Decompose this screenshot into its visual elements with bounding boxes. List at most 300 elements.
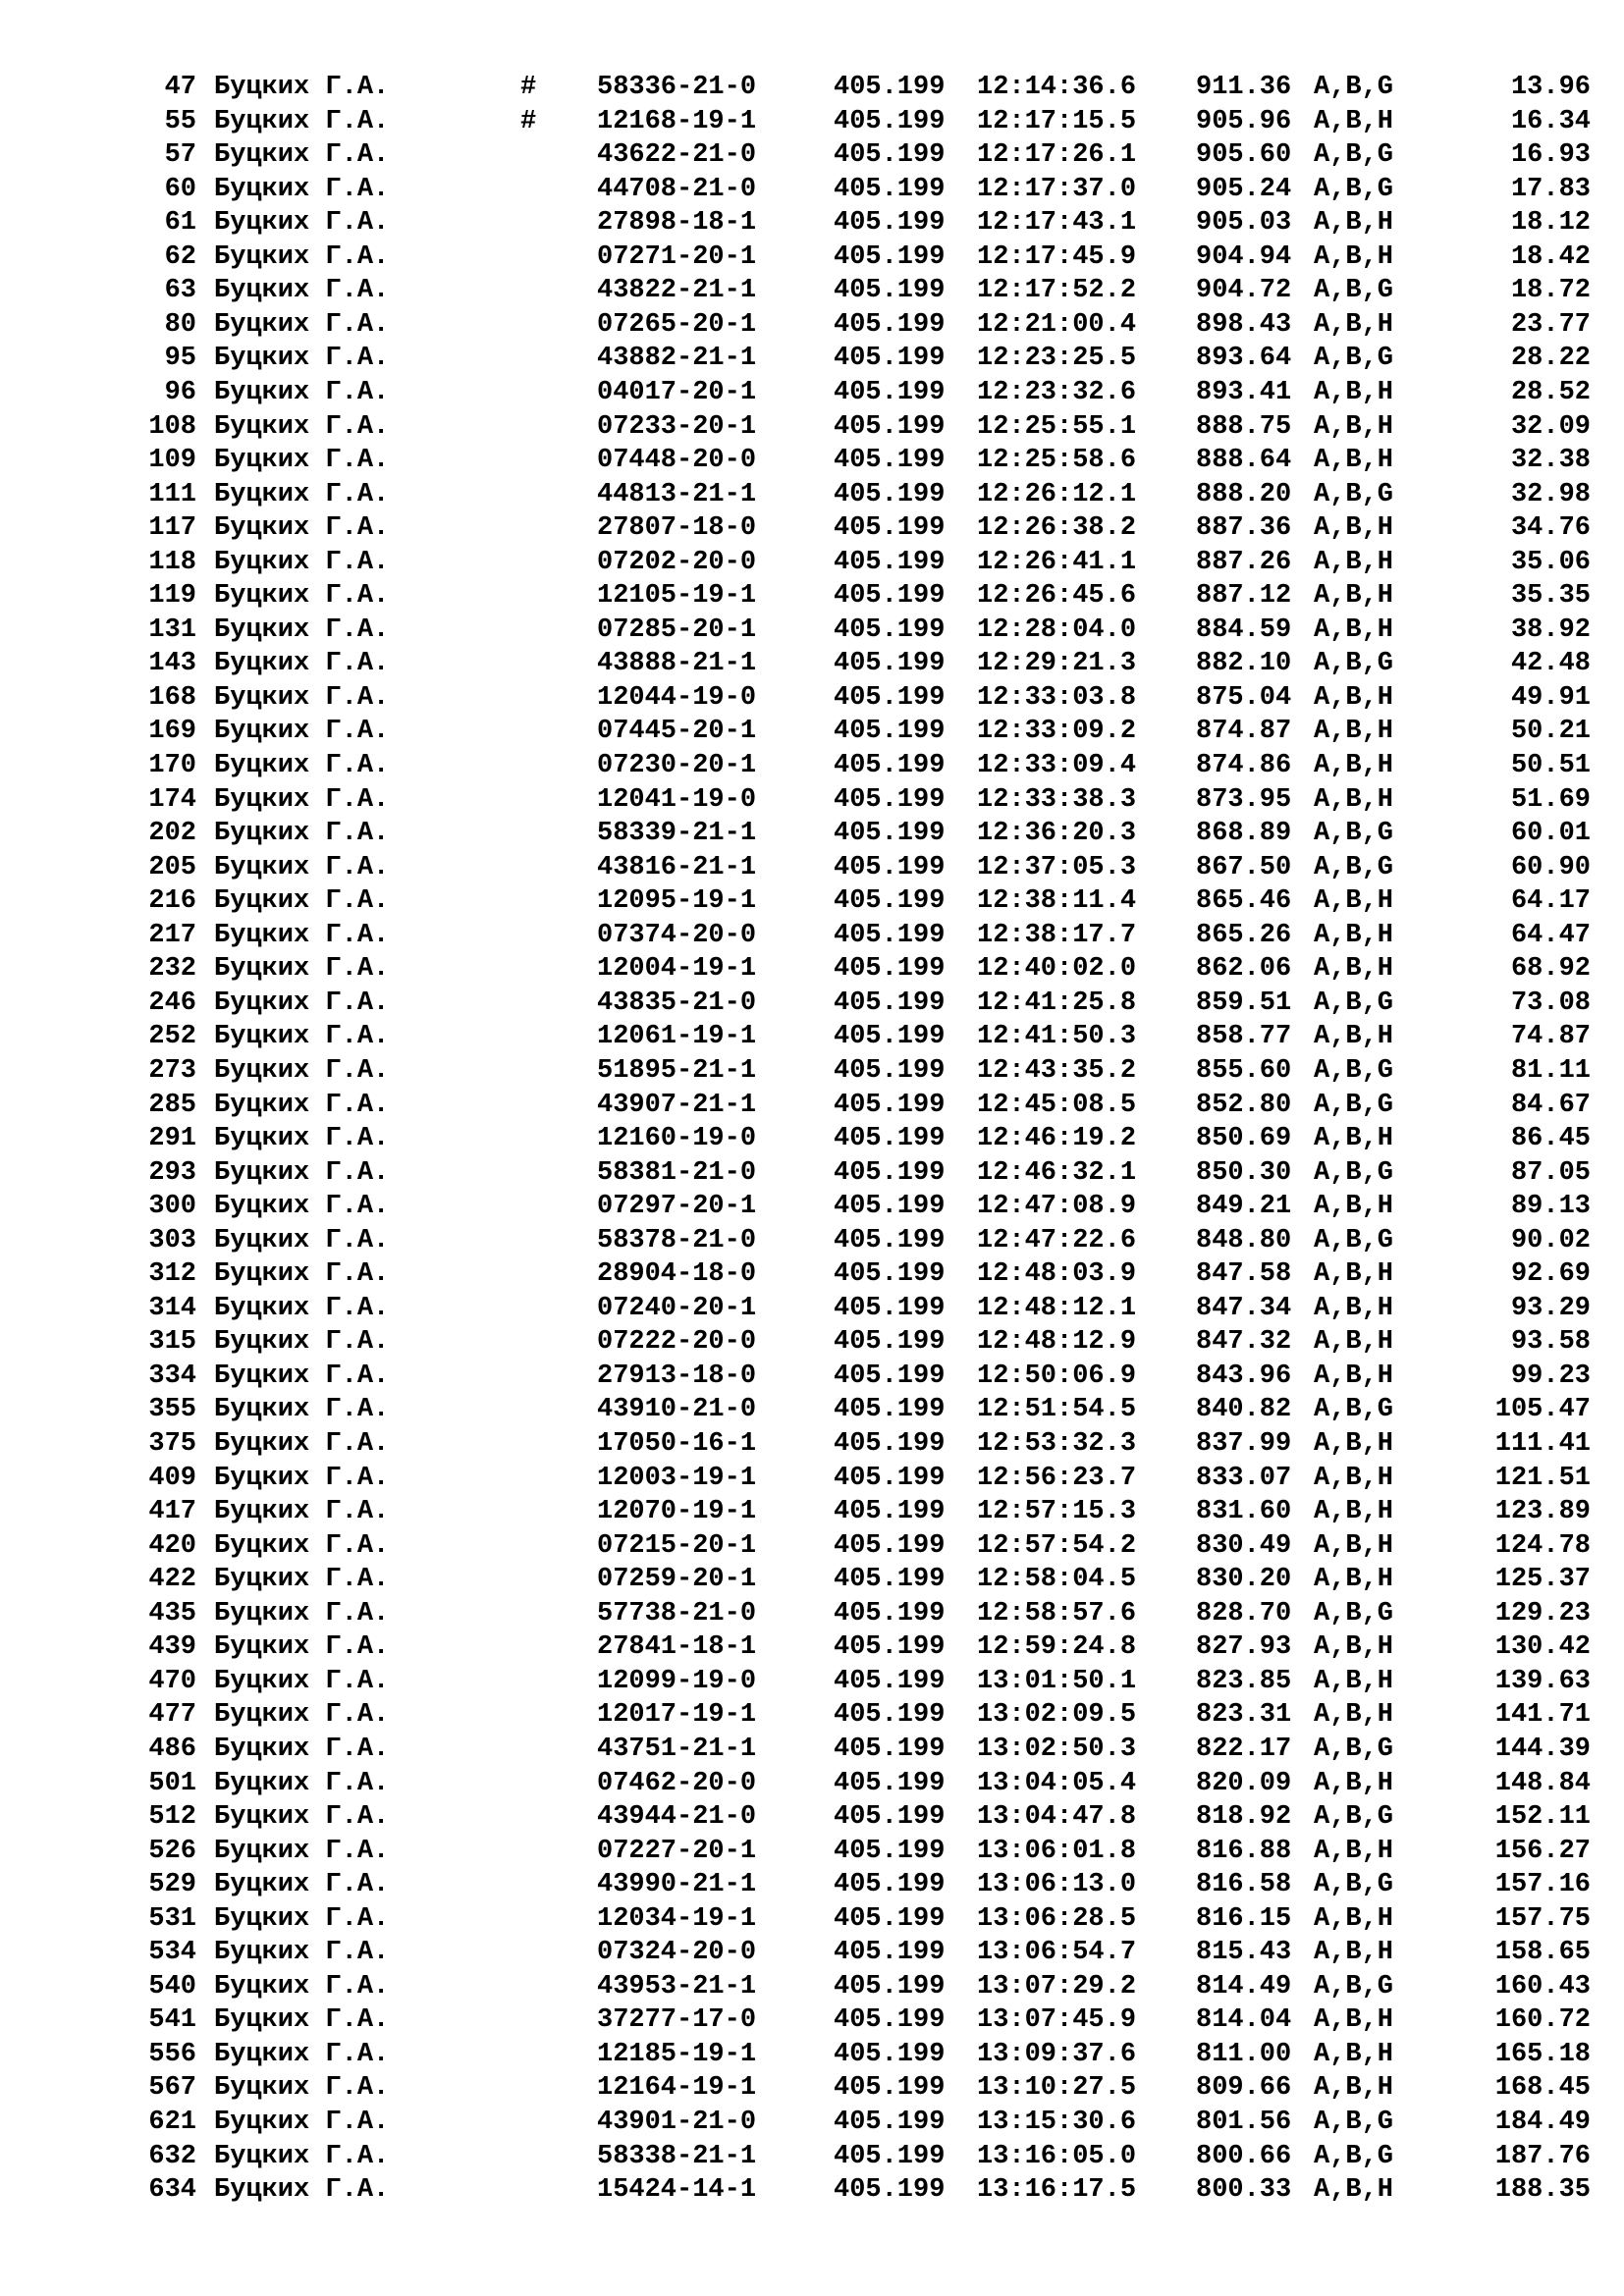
object-id: 43888-21-1 [597, 649, 757, 679]
table-row [0, 2140, 1624, 2174]
observer-name: Буцких Г.А. [214, 581, 390, 612]
object-id: 44708-21-0 [597, 174, 757, 204]
band-flags: A,B,H [1314, 547, 1394, 577]
time-value: 13:06:01.8 [977, 1836, 1137, 1866]
date-code: 405.199 [834, 208, 946, 239]
elapsed-value: 17.83 [1510, 174, 1591, 204]
date-code: 405.199 [834, 1124, 946, 1154]
measure-value: 904.94 [1196, 241, 1292, 272]
time-value: 12:23:32.6 [977, 377, 1137, 407]
object-id: 12041-19-0 [597, 784, 757, 815]
record-number: 567 [148, 2073, 196, 2104]
record-number: 62 [164, 241, 196, 272]
object-id: 12003-19-1 [597, 1463, 757, 1493]
record-number: 232 [148, 954, 196, 985]
measure-value: 814.49 [1196, 1971, 1292, 2002]
elapsed-value: 93.29 [1510, 1293, 1591, 1323]
object-id: 58339-21-1 [597, 819, 757, 849]
date-code: 405.199 [834, 1903, 946, 1934]
table-row [0, 1427, 1624, 1462]
record-number: 470 [148, 1666, 196, 1696]
time-value: 12:47:08.9 [977, 1192, 1137, 1222]
object-id: 58378-21-0 [597, 1225, 757, 1255]
elapsed-value: 123.89 [1494, 1497, 1591, 1527]
record-number: 143 [148, 649, 196, 679]
elapsed-value: 84.67 [1510, 1090, 1591, 1120]
observer-name: Буцких Г.А. [214, 1259, 390, 1290]
measure-value: 831.60 [1196, 1497, 1292, 1527]
time-value: 12:37:05.3 [977, 852, 1137, 882]
observer-name: Буцких Г.А. [214, 1530, 390, 1561]
record-number: 420 [148, 1530, 196, 1561]
time-value: 12:25:58.6 [977, 446, 1137, 476]
band-flags: A,B,G [1314, 1802, 1394, 1833]
band-flags: A,B,G [1314, 1395, 1394, 1425]
date-code: 405.199 [834, 1090, 946, 1120]
time-value: 12:58:57.6 [977, 1598, 1137, 1629]
time-value: 12:57:15.3 [977, 1497, 1137, 1527]
date-code: 405.199 [834, 581, 946, 612]
date-code: 405.199 [834, 1022, 946, 1052]
measure-value: 820.09 [1196, 1768, 1292, 1798]
observer-name: Буцких Г.А. [214, 140, 390, 171]
time-value: 13:04:47.8 [977, 1802, 1137, 1833]
date-code: 405.199 [834, 751, 946, 780]
object-id: 43622-21-0 [597, 140, 757, 171]
object-id: 44813-21-1 [597, 479, 757, 509]
object-id: 37277-17-0 [597, 2005, 757, 2036]
observer-name: Буцких Г.А. [214, 377, 390, 407]
date-code: 405.199 [834, 1734, 946, 1764]
observer-name: Буцких Г.А. [214, 1463, 390, 1493]
measure-value: 850.69 [1196, 1124, 1292, 1154]
observer-name: Буцких Г.А. [214, 106, 390, 136]
object-id: 07240-20-1 [597, 1293, 757, 1323]
measure-value: 865.46 [1196, 886, 1292, 917]
table-row [0, 1868, 1624, 1902]
band-flags: A,B,H [1314, 1192, 1394, 1222]
record-number: 435 [148, 1598, 196, 1629]
date-code: 405.199 [834, 1971, 946, 2002]
elapsed-value: 141.71 [1494, 1700, 1591, 1731]
measure-value: 873.95 [1196, 784, 1292, 815]
record-number: 205 [148, 852, 196, 882]
object-id: 58381-21-0 [597, 1157, 757, 1188]
date-code: 405.199 [834, 1768, 946, 1798]
band-flags: A,B,H [1314, 1768, 1394, 1798]
elapsed-value: 144.39 [1494, 1734, 1591, 1764]
date-code: 405.199 [834, 1870, 946, 1900]
record-number: 57 [164, 140, 196, 171]
table-row [0, 681, 1624, 716]
measure-value: 814.04 [1196, 2005, 1292, 2036]
time-value: 12:14:36.6 [977, 73, 1137, 102]
measure-value: 816.15 [1196, 1903, 1292, 1934]
observer-name: Буцких Г.А. [214, 988, 390, 1018]
elapsed-value: 160.43 [1494, 1971, 1591, 2002]
measure-value: 859.51 [1196, 988, 1292, 1018]
measure-value: 848.80 [1196, 1225, 1292, 1255]
observer-name: Буцких Г.А. [214, 344, 390, 374]
table-row [0, 919, 1624, 953]
date-code: 405.199 [834, 1565, 946, 1595]
table-row [0, 1767, 1624, 1801]
observer-name: Буцких Г.А. [214, 717, 390, 747]
time-value: 12:38:17.7 [977, 920, 1137, 950]
date-code: 405.199 [834, 513, 946, 544]
elapsed-value: 148.84 [1494, 1768, 1591, 1798]
record-number: 531 [148, 1903, 196, 1934]
band-flags: A,B,H [1314, 1259, 1394, 1290]
object-id: 12185-19-1 [597, 2039, 757, 2069]
measure-value: 801.56 [1196, 2108, 1292, 2137]
object-id: 07285-20-1 [597, 614, 757, 645]
band-flags: A,B,H [1314, 954, 1394, 985]
record-number: 217 [148, 920, 196, 950]
measure-value: 843.96 [1196, 1361, 1292, 1391]
date-code: 405.199 [834, 344, 946, 374]
measure-value: 830.49 [1196, 1530, 1292, 1561]
table-row [0, 783, 1624, 818]
observer-name: Буцких Г.А. [214, 751, 390, 780]
band-flags: A,B,H [1314, 2175, 1394, 2206]
elapsed-value: 73.08 [1510, 988, 1591, 1018]
time-value: 13:06:28.5 [977, 1903, 1137, 1934]
elapsed-value: 139.63 [1494, 1666, 1591, 1696]
elapsed-value: 18.42 [1510, 241, 1591, 272]
band-flags: A,B,G [1314, 2108, 1394, 2137]
elapsed-value: 18.12 [1510, 208, 1591, 239]
table-row [0, 1835, 1624, 1869]
date-code: 405.199 [834, 784, 946, 815]
time-value: 12:45:08.5 [977, 1090, 1137, 1120]
record-number: 216 [148, 886, 196, 917]
date-code: 405.199 [834, 2141, 946, 2171]
record-number: 315 [148, 1327, 196, 1358]
band-flags: A,B,H [1314, 784, 1394, 815]
band-flags: A,B,G [1314, 344, 1394, 374]
elapsed-value: 152.11 [1494, 1802, 1591, 1833]
date-code: 405.199 [834, 1598, 946, 1629]
observer-name: Буцких Г.А. [214, 241, 390, 272]
observer-name: Буцких Г.А. [214, 276, 390, 306]
table-row [0, 1360, 1624, 1394]
observer-name: Буцких Г.А. [214, 208, 390, 239]
time-value: 12:46:19.2 [977, 1124, 1137, 1154]
date-code: 405.199 [834, 920, 946, 950]
observer-name: Буцких Г.А. [214, 1055, 390, 1086]
time-value: 13:04:05.4 [977, 1768, 1137, 1798]
band-flags: A,B,H [1314, 751, 1394, 780]
elapsed-value: 92.69 [1510, 1259, 1591, 1290]
elapsed-value: 35.35 [1510, 581, 1591, 612]
elapsed-value: 49.91 [1510, 682, 1591, 713]
time-value: 12:38:11.4 [977, 886, 1137, 917]
observer-name: Буцких Г.А. [214, 954, 390, 985]
object-id: 07202-20-0 [597, 547, 757, 577]
elapsed-value: 157.16 [1494, 1870, 1591, 1900]
elapsed-value: 32.38 [1510, 446, 1591, 476]
record-number: 109 [148, 446, 196, 476]
table-row [0, 240, 1624, 275]
elapsed-value: 32.09 [1510, 411, 1591, 442]
observer-name: Буцких Г.А. [214, 1598, 390, 1629]
date-code: 405.199 [834, 1666, 946, 1696]
measure-value: 874.87 [1196, 717, 1292, 747]
table-row [0, 511, 1624, 546]
table-row [0, 817, 1624, 851]
object-id: 27841-18-1 [597, 1632, 757, 1663]
time-value: 12:56:23.7 [977, 1463, 1137, 1493]
table-row [0, 1257, 1624, 1292]
band-flags: A,B,H [1314, 411, 1394, 442]
date-code: 405.199 [834, 1225, 946, 1255]
date-code: 405.199 [834, 2073, 946, 2104]
object-id: 43944-21-0 [597, 1802, 757, 1833]
date-code: 405.199 [834, 1530, 946, 1561]
date-code: 405.199 [834, 140, 946, 171]
measure-value: 904.72 [1196, 276, 1292, 306]
date-code: 405.199 [834, 1938, 946, 1968]
band-flags: A,B,H [1314, 309, 1394, 340]
time-value: 13:07:29.2 [977, 1971, 1137, 2002]
object-id: 58338-21-1 [597, 2141, 757, 2171]
table-row [0, 1156, 1624, 1191]
measure-value: 816.88 [1196, 1836, 1292, 1866]
record-number: 55 [164, 106, 196, 136]
table-row [0, 1462, 1624, 1496]
observer-name: Буцких Г.А. [214, 1361, 390, 1391]
table-row [0, 2038, 1624, 2072]
observer-name: Буцких Г.А. [214, 547, 390, 577]
time-value: 12:33:03.8 [977, 682, 1137, 713]
elapsed-value: 111.41 [1494, 1429, 1591, 1459]
elapsed-value: 32.98 [1510, 479, 1591, 509]
measure-value: 858.77 [1196, 1022, 1292, 1052]
measure-value: 884.59 [1196, 614, 1292, 645]
measure-value: 800.33 [1196, 2175, 1292, 2206]
table-row [0, 1563, 1624, 1597]
object-id: 27807-18-0 [597, 513, 757, 544]
date-code: 405.199 [834, 2039, 946, 2069]
observer-name: Буцких Г.А. [214, 1870, 390, 1900]
band-flags: A,B,H [1314, 1327, 1394, 1358]
measure-value: 893.64 [1196, 344, 1292, 374]
observer-name: Буцких Г.А. [214, 1903, 390, 1934]
table-row [0, 1630, 1624, 1665]
time-value: 12:17:45.9 [977, 241, 1137, 272]
observer-name: Буцких Г.А. [214, 411, 390, 442]
time-value: 12:17:15.5 [977, 106, 1137, 136]
object-id: 12017-19-1 [597, 1700, 757, 1731]
time-value: 12:28:04.0 [977, 614, 1137, 645]
date-code: 405.199 [834, 954, 946, 985]
band-flags: A,B,H [1314, 2073, 1394, 2104]
band-flags: A,B,G [1314, 2141, 1394, 2171]
band-flags: A,B,G [1314, 1870, 1394, 1900]
table-row [0, 173, 1624, 207]
observer-name: Буцких Г.А. [214, 309, 390, 340]
observer-name: Буцких Г.А. [214, 819, 390, 849]
record-number: 117 [148, 513, 196, 544]
elapsed-value: 160.72 [1494, 2005, 1591, 2036]
time-value: 12:43:35.2 [977, 1055, 1137, 1086]
band-flags: A,B,H [1314, 886, 1394, 917]
measure-value: 905.60 [1196, 140, 1292, 171]
record-number: 314 [148, 1293, 196, 1323]
measure-value: 847.32 [1196, 1327, 1292, 1358]
record-number: 60 [164, 174, 196, 204]
observer-name: Буцких Г.А. [214, 649, 390, 679]
object-id: 12044-19-0 [597, 682, 757, 713]
measure-value: 827.93 [1196, 1632, 1292, 1663]
measure-value: 888.75 [1196, 411, 1292, 442]
band-flags: A,B,G [1314, 174, 1394, 204]
table-row [0, 715, 1624, 749]
record-number: 293 [148, 1157, 196, 1188]
observer-name: Буцких Г.А. [214, 1022, 390, 1052]
table-row [0, 1665, 1624, 1699]
record-number: 355 [148, 1395, 196, 1425]
record-number: 512 [148, 1802, 196, 1833]
object-id: 43910-21-0 [597, 1395, 757, 1425]
table-row [0, 2106, 1624, 2140]
band-flags: A,B,G [1314, 1090, 1394, 1120]
table-row [0, 308, 1624, 343]
observer-name: Буцких Г.А. [214, 2073, 390, 2104]
object-id: 43882-21-1 [597, 344, 757, 374]
object-id: 43901-21-0 [597, 2108, 757, 2137]
measure-value: 833.07 [1196, 1463, 1292, 1493]
measure-value: 828.70 [1196, 1598, 1292, 1629]
band-flags: A,B,G [1314, 1734, 1394, 1764]
observer-name: Буцких Г.А. [214, 784, 390, 815]
time-value: 12:33:38.3 [977, 784, 1137, 815]
band-flags: A,B,H [1314, 208, 1394, 239]
elapsed-value: 121.51 [1494, 1463, 1591, 1493]
time-value: 12:17:26.1 [977, 140, 1137, 171]
table-row [0, 1292, 1624, 1326]
table-row [0, 2173, 1624, 2208]
time-value: 12:41:25.8 [977, 988, 1137, 1018]
date-code: 405.199 [834, 1259, 946, 1290]
record-number: 80 [164, 309, 196, 340]
elapsed-value: 158.65 [1494, 1938, 1591, 1968]
measure-value: 822.17 [1196, 1734, 1292, 1764]
table-row [0, 2003, 1624, 2038]
object-id: 07324-20-0 [597, 1938, 757, 1968]
date-code: 405.199 [834, 377, 946, 407]
band-flags: A,B,H [1314, 1632, 1394, 1663]
time-value: 12:36:20.3 [977, 819, 1137, 849]
elapsed-value: 64.47 [1510, 920, 1591, 950]
band-flags: A,B,G [1314, 819, 1394, 849]
object-id: 07297-20-1 [597, 1192, 757, 1222]
observer-name: Буцких Г.А. [214, 886, 390, 917]
elapsed-value: 99.23 [1510, 1361, 1591, 1391]
band-flags: A,B,H [1314, 1565, 1394, 1595]
object-id: 12168-19-1 [597, 106, 757, 136]
object-id: 43822-21-1 [597, 276, 757, 306]
record-number: 47 [164, 73, 196, 102]
object-id: 07233-20-1 [597, 411, 757, 442]
object-id: 07448-20-0 [597, 446, 757, 476]
band-flags: A,B,G [1314, 649, 1394, 679]
date-code: 405.199 [834, 1700, 946, 1731]
measure-value: 815.43 [1196, 1938, 1292, 1968]
record-number: 529 [148, 1870, 196, 1900]
observer-name: Буцких Г.А. [214, 920, 390, 950]
band-flags: A,B,H [1314, 1836, 1394, 1866]
table-row [0, 376, 1624, 410]
date-code: 405.199 [834, 479, 946, 509]
band-flags: A,B,H [1314, 1429, 1394, 1459]
record-number: 422 [148, 1565, 196, 1595]
object-id: 07230-20-1 [597, 751, 757, 780]
object-id: 27913-18-0 [597, 1361, 757, 1391]
observer-name: Буцких Г.А. [214, 1700, 390, 1731]
band-flags: A,B,H [1314, 513, 1394, 544]
table-row [0, 1054, 1624, 1089]
object-id: 43816-21-1 [597, 852, 757, 882]
observer-name: Буцких Г.А. [214, 1768, 390, 1798]
elapsed-value: 16.34 [1510, 106, 1591, 136]
elapsed-value: 28.22 [1510, 344, 1591, 374]
band-flags: A,B,H [1314, 1938, 1394, 1968]
measure-value: 865.26 [1196, 920, 1292, 950]
table-row [0, 138, 1624, 173]
elapsed-value: 16.93 [1510, 140, 1591, 171]
date-code: 405.199 [834, 241, 946, 272]
date-code: 405.199 [834, 1055, 946, 1086]
band-flags: A,B,G [1314, 1157, 1394, 1188]
object-id: 58336-21-0 [597, 73, 757, 102]
object-id: 43751-21-1 [597, 1734, 757, 1764]
observer-name: Буцких Г.А. [214, 73, 390, 102]
measure-value: 809.66 [1196, 2073, 1292, 2104]
observer-name: Буцких Г.А. [214, 1836, 390, 1866]
record-number: 312 [148, 1259, 196, 1290]
record-number: 300 [148, 1192, 196, 1222]
record-number: 170 [148, 751, 196, 780]
record-number: 96 [164, 377, 196, 407]
object-id: 12061-19-1 [597, 1022, 757, 1052]
table-row [0, 1190, 1624, 1224]
object-id: 12164-19-1 [597, 2073, 757, 2104]
date-code: 405.199 [834, 886, 946, 917]
time-value: 12:33:09.2 [977, 717, 1137, 747]
measure-value: 855.60 [1196, 1055, 1292, 1086]
record-number: 303 [148, 1225, 196, 1255]
observer-name: Буцких Г.А. [214, 1429, 390, 1459]
band-flags: A,B,H [1314, 241, 1394, 272]
measure-value: 905.24 [1196, 174, 1292, 204]
record-number: 621 [148, 2108, 196, 2137]
elapsed-value: 125.37 [1494, 1565, 1591, 1595]
table-row [0, 1393, 1624, 1427]
time-value: 12:23:25.5 [977, 344, 1137, 374]
time-value: 12:50:06.9 [977, 1361, 1137, 1391]
band-flags: A,B,H [1314, 106, 1394, 136]
object-id: 28904-18-0 [597, 1259, 757, 1290]
record-number: 375 [148, 1429, 196, 1459]
observer-name: Буцких Г.А. [214, 1497, 390, 1527]
observer-name: Буцких Г.А. [214, 1192, 390, 1222]
object-id: 43907-21-1 [597, 1090, 757, 1120]
flag-mark: # [520, 73, 537, 102]
date-code: 405.199 [834, 276, 946, 306]
object-id: 15424-14-1 [597, 2175, 757, 2206]
